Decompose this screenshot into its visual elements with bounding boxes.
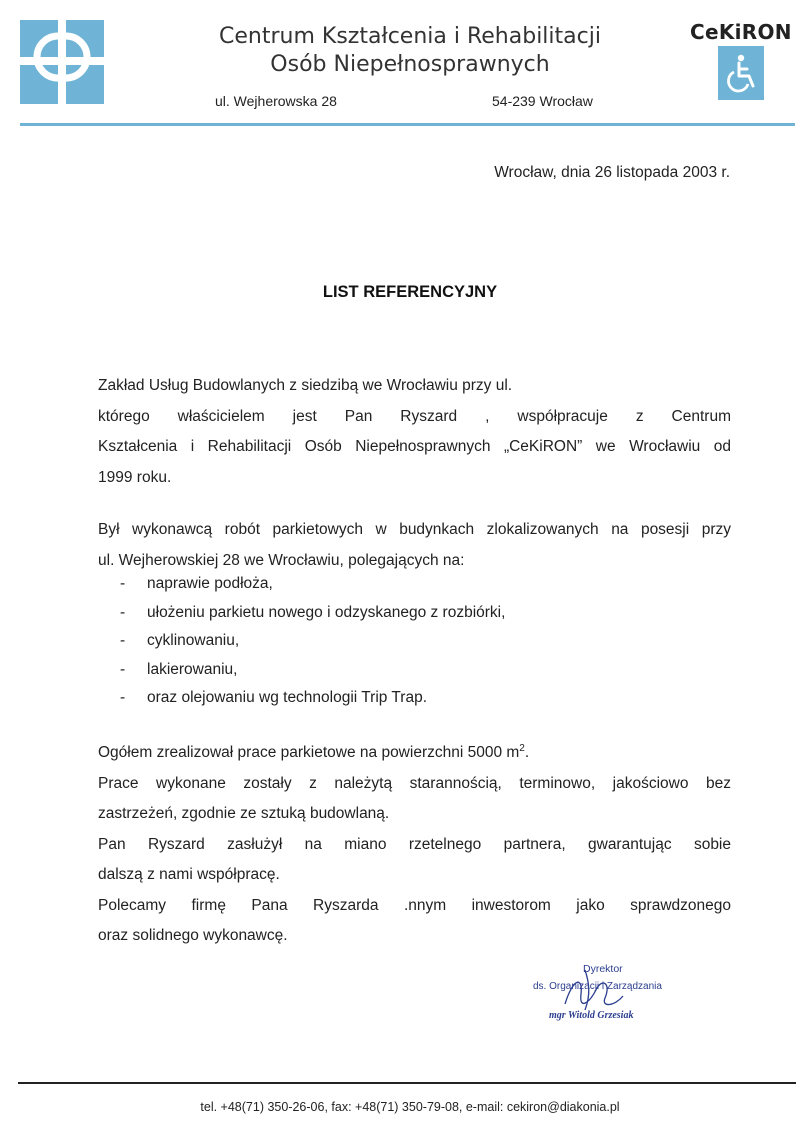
paragraph-line: którego właścicielem jest Pan Ryszard , współpracuje z Centrum xyxy=(98,407,731,425)
paragraph-line: Kształcenia i Rehabilitacji Osób Niepełnosprawnych „CeKiRON” we Wrocławiu od xyxy=(98,438,731,455)
paragraph-scope xyxy=(98,515,731,576)
wheelchair-icon xyxy=(718,46,764,100)
paragraph-line: oraz solidnego wykonawcę. xyxy=(98,927,288,944)
list-item xyxy=(120,656,505,685)
header-divider xyxy=(20,123,795,126)
list-item-text: lakierowaniu, xyxy=(147,660,238,678)
paragraph-line: Był wykonawcą robót parkietowych w budynkach zlokalizowanych na posesji przy xyxy=(98,521,731,538)
paragraph-introduction xyxy=(98,371,731,493)
stamp-name: mgr Witold Grzesiak xyxy=(549,1010,634,1021)
paragraph-line: dalszą z nami współpracę. xyxy=(98,866,280,883)
footer-divider xyxy=(18,1082,796,1084)
list-dash: - xyxy=(120,603,126,621)
list-dash: - xyxy=(120,689,126,706)
area-text-end: . xyxy=(524,744,530,761)
paragraph-line: zastrzeżeń, zgodnie ze sztuką budowlaną. xyxy=(98,805,390,822)
address-street: ul. Wejherowska 28 xyxy=(215,93,337,109)
signature-stamp xyxy=(525,960,695,1030)
list-item-text: oraz olejowaniu wg technologii Trip Trap. xyxy=(147,689,428,706)
list-item-text: ułożeniu parkietu nowego i odzyskanego z rozbiórki, xyxy=(147,603,506,621)
diakonia-cross-logo-icon xyxy=(20,20,104,104)
address-city: 54-239 Wrocław xyxy=(492,93,593,109)
list-item-text: cyklinowaniu, xyxy=(147,632,240,649)
list-item xyxy=(120,684,505,713)
area-text: Ogółem zrealizował prace parkietowe na powierzchni 5000 m xyxy=(98,744,520,761)
list-item xyxy=(120,599,505,628)
paragraph-line: Pan Ryszard zasłużył na miano rzetelnego partnera, gwarantując sobie xyxy=(98,835,731,853)
list-item xyxy=(120,627,505,656)
list-item-text: naprawie podłoża, xyxy=(147,575,273,592)
area-unit-exponent: 2 xyxy=(519,742,525,754)
list-dash: - xyxy=(120,632,126,649)
document-title: LIST REFERENCYJNY xyxy=(322,283,498,301)
paragraph-line: Zakład Usług Budowlanych z siedzibą we Wrocławiu przy ul. xyxy=(98,377,513,394)
date-line: Wrocław, dnia 26 listopada 2003 r. xyxy=(494,164,730,181)
list-dash: - xyxy=(120,660,126,678)
organization-name-line1: Centrum Kształcenia i Rehabilitacji xyxy=(219,24,601,49)
paragraph-line: ul. Wejherowskiej 28 we Wrocławiu, polegających na: xyxy=(98,551,465,569)
works-list xyxy=(120,570,505,713)
paragraph-summary xyxy=(98,738,731,952)
list-dash: - xyxy=(120,575,126,592)
paragraph-line: Polecamy firmę Pana Ryszarda .nnym inwestorom jako sprawdzonego xyxy=(98,896,731,914)
paragraph-line: 1999 roku. xyxy=(98,468,172,486)
footer-contact: tel. +48(71) 350-26-06, fax: +48(71) 350-79-08, e-mail: cekiron@diakonia.pl xyxy=(200,1100,620,1114)
stamp-title: Dyrektor xyxy=(583,963,623,975)
paragraph-line: Prace wykonane zostały z należytą starannością, terminowo, jakościowo bez xyxy=(98,774,731,792)
paragraph-line xyxy=(98,738,731,769)
brand-name: CeKiRON xyxy=(690,20,792,44)
stamp-department: ds. Organizacji i Zarządzania xyxy=(533,981,662,992)
organization-name-line2: Osób Niepełnosprawnych xyxy=(270,52,550,77)
list-item xyxy=(120,570,505,599)
